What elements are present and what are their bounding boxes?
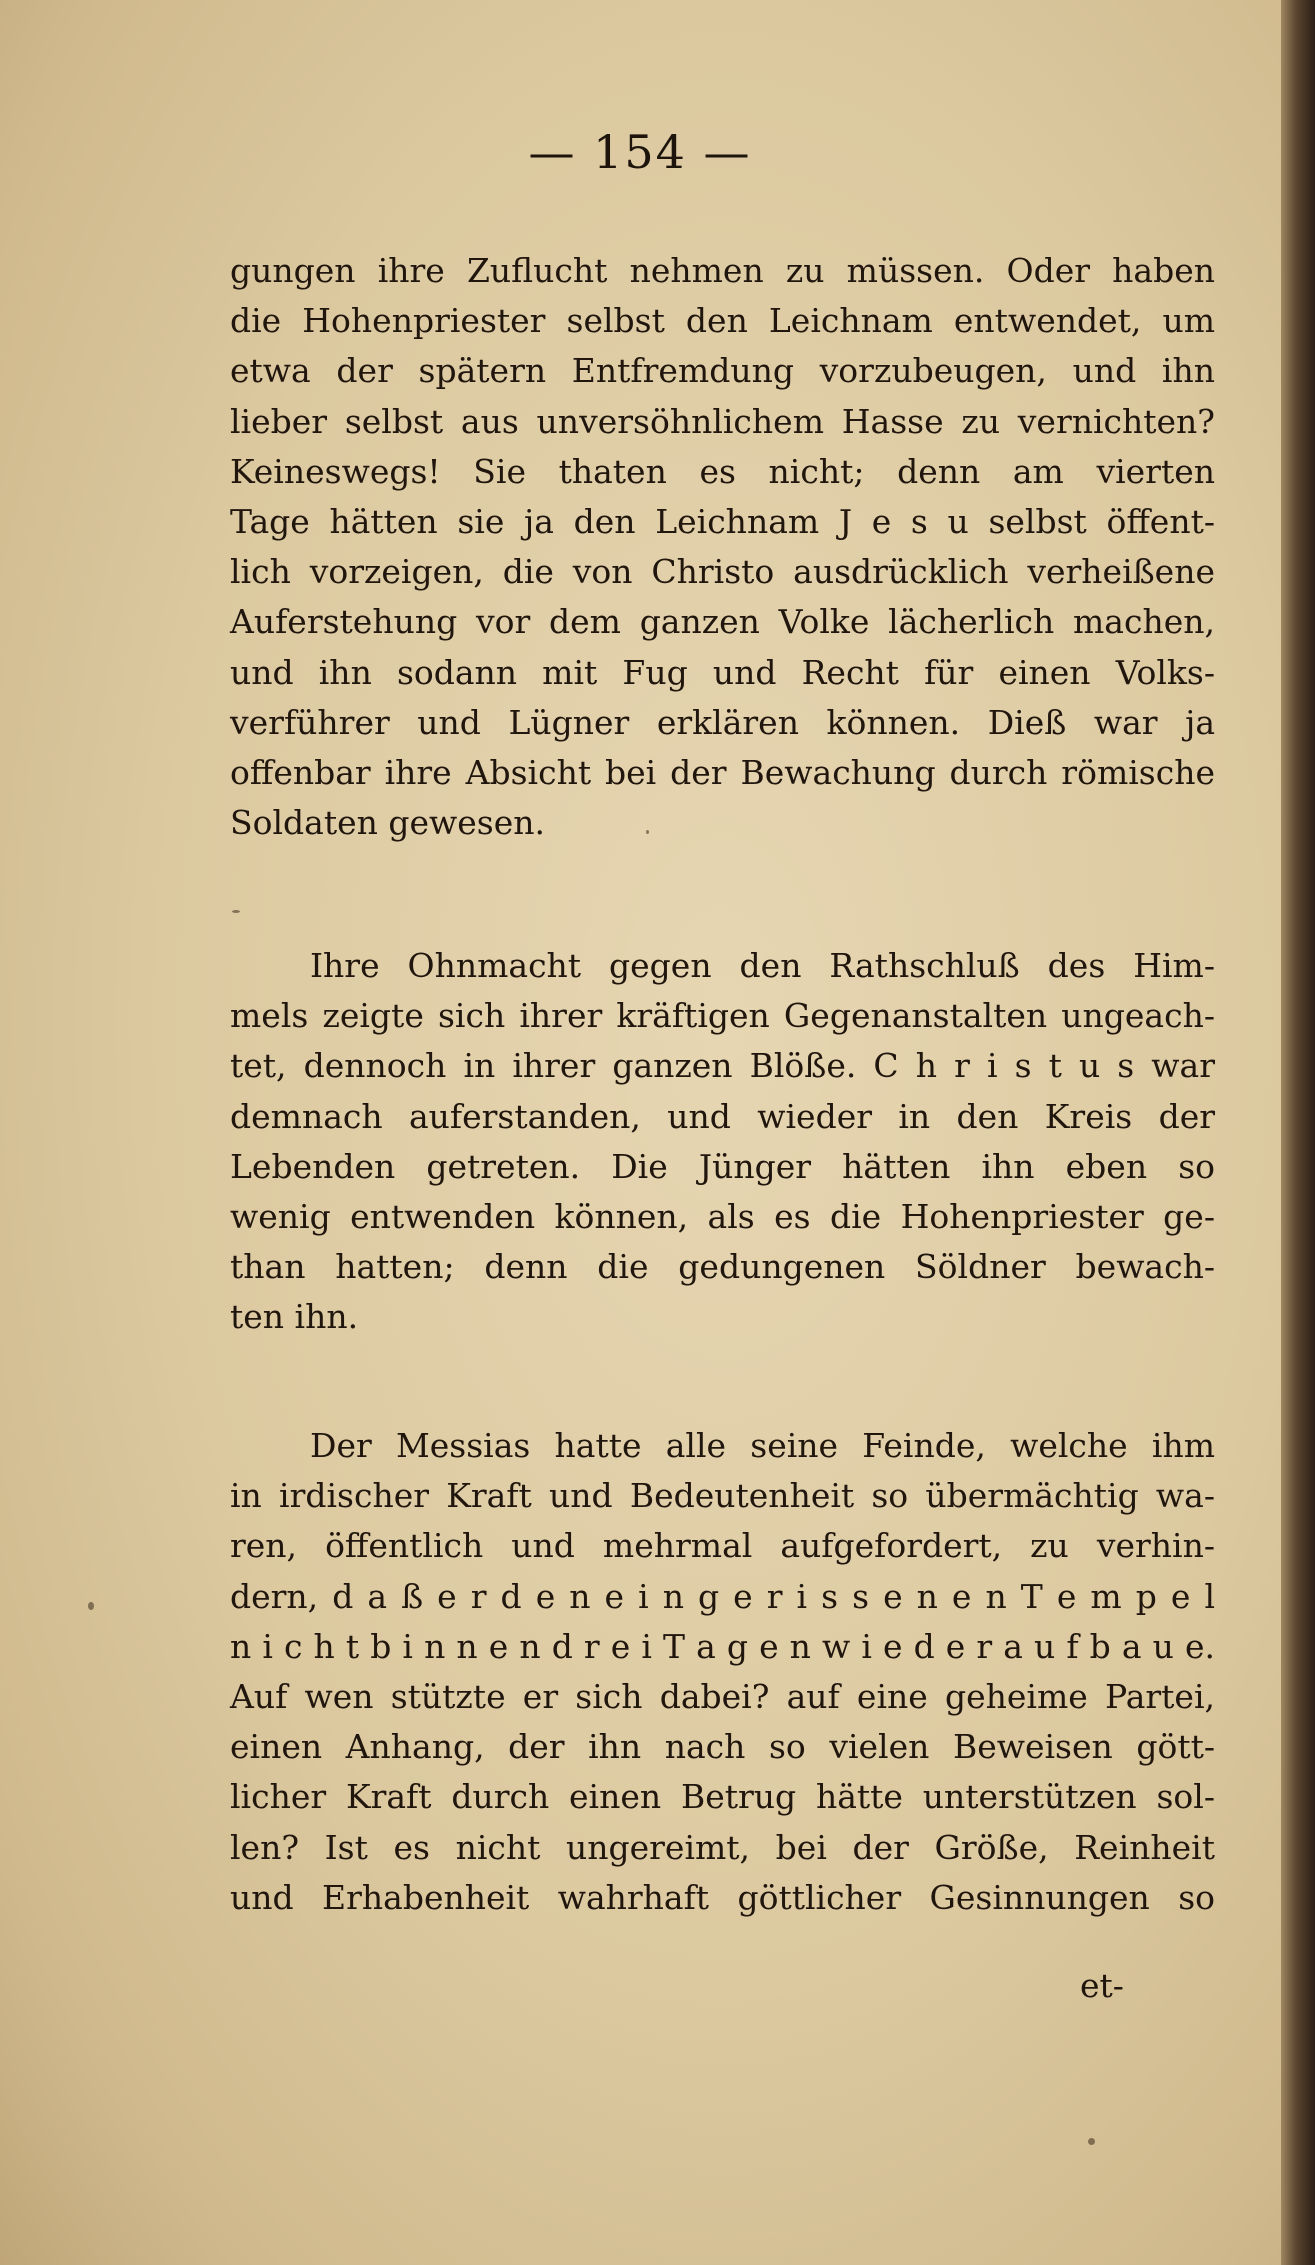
text-line: etwa der spätern Entfremdung vorzubeugen, und ihn bbox=[230, 351, 1215, 391]
text-line: offenbar ihre Absicht bei der Bewachung durch römische bbox=[230, 752, 1215, 792]
text-line: einen Anhang, der ihn nach so vielen Beweisen gött- bbox=[230, 1727, 1215, 1767]
text-line: Tage hätten sie ja den Leichnam J e s u selbst öffent- bbox=[230, 501, 1215, 541]
text-line: lieber selbst aus unversöhnlichem Hasse zu vernichten? bbox=[230, 401, 1215, 441]
text-line: ten ihn. bbox=[230, 1297, 359, 1337]
text-line: Keineswegs! Sie thaten es nicht; denn am vierten bbox=[230, 451, 1215, 491]
text-line: und ihn sodann mit Fug und Recht für einen Volks- bbox=[230, 652, 1215, 692]
text-line: demnach auferstanden, und wieder in den Kreis der bbox=[230, 1096, 1215, 1136]
paragraph-2 bbox=[230, 941, 1215, 1343]
paper-speck bbox=[88, 1602, 94, 1610]
text-line: gungen ihre Zuflucht nehmen zu müssen. Oder haben bbox=[230, 251, 1215, 290]
text-line: licher Kraft durch einen Betrug hätte unterstützen sol- bbox=[230, 1777, 1215, 1817]
paragraph-3 bbox=[230, 1421, 1215, 1923]
text-line: Lebenden getreten. Die Jünger hätten ihn eben so bbox=[230, 1146, 1215, 1186]
text-line: die Hohenpriester selbst den Leichnam entwendet, um bbox=[230, 301, 1215, 341]
text-line: in irdischer Kraft und Bedeutenheit so übermächtig wa- bbox=[230, 1476, 1215, 1516]
text-line: than hatten; denn die gedungenen Söldner bewach- bbox=[230, 1247, 1215, 1287]
text-line: verführer und Lügner erklären können. Dieß war ja bbox=[230, 702, 1215, 742]
paper-speck bbox=[232, 910, 240, 913]
text-line: Auf wen stützte er sich dabei? auf eine geheime Partei, bbox=[230, 1676, 1215, 1716]
paragraph-1 bbox=[230, 246, 1215, 848]
text-line: tet, dennoch in ihrer ganzen Blöße. C h r i s t u s war bbox=[230, 1046, 1215, 1086]
text-line: Auferstehung vor dem ganzen Volke lächerlich machen, bbox=[230, 602, 1215, 642]
page-number: — 154 — bbox=[528, 125, 752, 179]
text-line: ren, öffentlich und mehrmal aufgefordert, zu verhin- bbox=[230, 1526, 1215, 1566]
text-line: Der Messias hatte alle seine Feinde, welche ihm bbox=[310, 1426, 1215, 1465]
text-line: und Erhabenheit wahrhaft göttlicher Gesinnungen so bbox=[230, 1877, 1215, 1917]
text-line: len? Ist es nicht ungereimt, bei der Größe, Reinheit bbox=[230, 1827, 1215, 1867]
text-line: Ihre Ohnmacht gegen den Rathschluß des Him- bbox=[310, 946, 1215, 985]
catchword: et- bbox=[1080, 1966, 1124, 2005]
text-line: Soldaten gewesen. bbox=[230, 803, 545, 843]
text-line: dern, d a ß e r d e n e i n g e r i s s e n e n T e m p e l bbox=[230, 1576, 1215, 1616]
paper-speck bbox=[1088, 2138, 1095, 2145]
text-line: lich vorzeigen, die von Christo ausdrücklich verheißene bbox=[230, 552, 1215, 592]
paper-speck bbox=[646, 830, 649, 834]
text-line: mels zeigte sich ihrer kräftigen Gegenanstalten ungeach- bbox=[230, 996, 1215, 1036]
text-line: wenig entwenden können, als es die Hohenpriester ge- bbox=[230, 1196, 1215, 1236]
book-binding-edge bbox=[1281, 0, 1315, 2265]
text-line: n i c h t b i n n e n d r e i T a g e n w i e d e r a u f b a u e. bbox=[230, 1626, 1215, 1666]
